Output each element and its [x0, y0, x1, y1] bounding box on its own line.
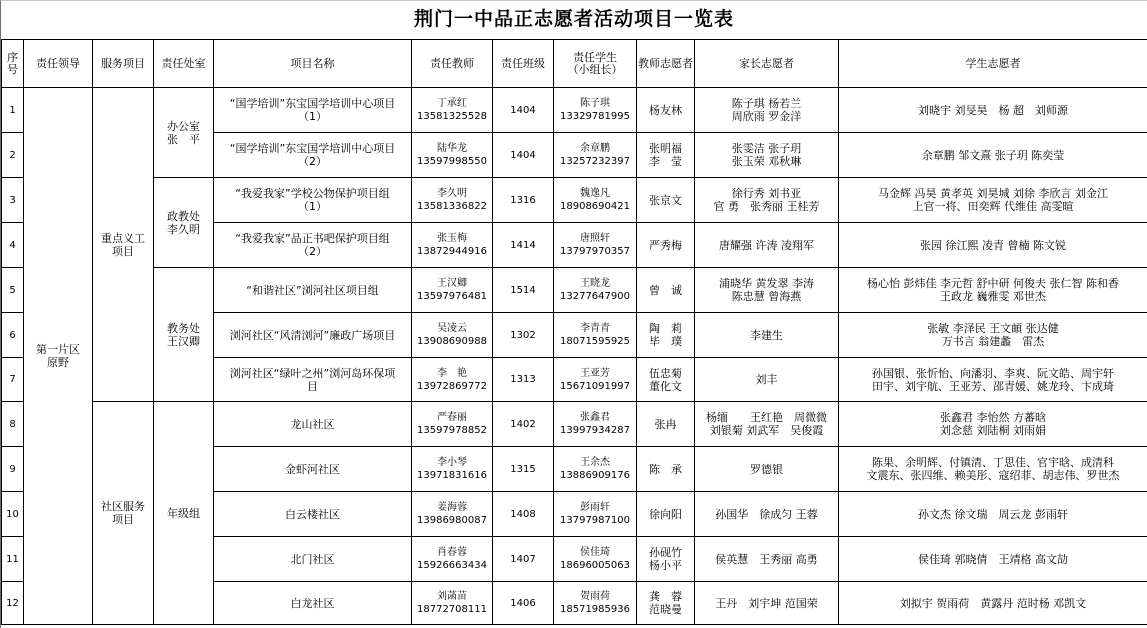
- project-cell[interactable]: 龙山社区: [214, 402, 412, 447]
- teacher-cell[interactable]: 刘菡苗 18772708111: [412, 582, 493, 625]
- student-cell[interactable]: 魏逸凡 18908690421: [554, 178, 637, 223]
- class-cell[interactable]: 1313: [493, 358, 554, 402]
- teacher-cell[interactable]: 丁承红 13581325528: [412, 88, 493, 133]
- project-cell[interactable]: 白云楼社区: [214, 492, 412, 537]
- student-cell[interactable]: 贺雨荷 18571985936: [554, 582, 637, 625]
- project-cell[interactable]: 北门社区: [214, 537, 412, 582]
- teacher-volunteer-cell[interactable]: 杨友林: [637, 88, 695, 133]
- sheet-title: 荆门一中品正志愿者活动项目一览表: [413, 8, 734, 30]
- teacher-volunteer-cell[interactable]: 伍忠菊 董化文: [637, 358, 695, 402]
- header-project[interactable]: 项目名称: [214, 40, 412, 88]
- header-row: [2, 40, 1147, 88]
- project-cell[interactable]: 金虾河社区: [214, 447, 412, 492]
- project-cell[interactable]: “和谐社区”浏河社区项目组: [214, 268, 412, 313]
- teacher-volunteer-cell[interactable]: 陈 承: [637, 447, 695, 492]
- class-cell[interactable]: 1404: [493, 88, 554, 133]
- table-row: [2, 402, 1147, 447]
- project-cell[interactable]: “我爱我家”品正书吧保护项目组 （2）: [214, 223, 412, 268]
- class-cell[interactable]: 1315: [493, 447, 554, 492]
- teacher-cell[interactable]: 李小琴 13971831616: [412, 447, 493, 492]
- student-volunteer-cell[interactable]: 马金辉 冯昊 黄孝英 刘昊城 刘徐 李欣言 刘金江 上官一将、田奕辉 代维佳 高雯暄: [839, 178, 1147, 223]
- row-no[interactable]: 8: [2, 402, 24, 447]
- teacher-cell[interactable]: 肖春蓉 15926663434: [412, 537, 493, 582]
- student-volunteer-cell[interactable]: 刘晓宇 刘旻昊 杨 超 刘师源: [839, 88, 1147, 133]
- class-cell[interactable]: 1402: [493, 402, 554, 447]
- row-no[interactable]: 1: [2, 88, 24, 133]
- student-volunteer-cell[interactable]: 张鑫君 李怡然 方蕃晗 刘念慈 刘陆桐 刘雨娟: [839, 402, 1147, 447]
- teacher-volunteer-cell[interactable]: 曾 诚: [637, 268, 695, 313]
- parent-volunteer-cell[interactable]: 杨缅 王红艳 周微微 刘银菊 刘武军 吴俊霞: [695, 402, 839, 447]
- student-cell[interactable]: 王亚芳 15671091997: [554, 358, 637, 402]
- row-no[interactable]: 11: [2, 537, 24, 582]
- parent-volunteer-cell[interactable]: 李建生: [695, 313, 839, 358]
- service-cell[interactable]: 社区服务 项目: [93, 402, 154, 625]
- row-no[interactable]: 2: [2, 133, 24, 178]
- teacher-cell[interactable]: 王汉卿 13597976481: [412, 268, 493, 313]
- service-cell[interactable]: 重点义工 项目: [93, 88, 154, 402]
- office-cell[interactable]: 政教处 李久明: [154, 178, 214, 268]
- student-cell[interactable]: 王晓龙 13277647900: [554, 268, 637, 313]
- project-cell[interactable]: 浏河社区“绿叶之州”浏河岛环保项 目: [214, 358, 412, 402]
- row-no[interactable]: 4: [2, 223, 24, 268]
- class-cell[interactable]: 1316: [493, 178, 554, 223]
- parent-volunteer-cell[interactable]: 浦晓华 黄发翠 李涛 陈忠慧 曾海燕: [695, 268, 839, 313]
- project-cell[interactable]: 白龙社区: [214, 582, 412, 625]
- header-teacher[interactable]: 责任教师: [412, 40, 493, 88]
- header-class[interactable]: 责任班级: [493, 40, 554, 88]
- student-volunteer-cell[interactable]: 孙文杰 徐文瑞 周云龙 彭雨轩: [839, 492, 1147, 537]
- office-cell[interactable]: 办公室 张 平: [154, 88, 214, 178]
- header-student[interactable]: 责任学生 （小组长）: [554, 40, 637, 88]
- student-volunteer-cell[interactable]: 陈果、余明辉、付镇清、丁思佳、官宇晗、成清科 文震东、张四维、赖美彤、寇绍菲、胡志伟、罗世杰: [839, 447, 1147, 492]
- volunteer-table: [1, 39, 1147, 625]
- class-cell[interactable]: 1404: [493, 133, 554, 178]
- student-volunteer-cell[interactable]: 杨心怡 彭炜佳 李元哲 舒中研 何俊夫 张仁智 陈和香 王政龙 巍雅雯 邓世杰: [839, 268, 1147, 313]
- teacher-volunteer-cell[interactable]: 张京文: [637, 178, 695, 223]
- header-teacher-volunteer[interactable]: 教师志愿者: [637, 40, 695, 88]
- student-volunteer-cell[interactable]: 张敏 李泽民 王文頔 张达健 万书言 翁建蠡 雷杰: [839, 313, 1147, 358]
- student-cell[interactable]: 张鑫君 13997934287: [554, 402, 637, 447]
- parent-volunteer-cell[interactable]: 唐耀强 许涛 凌翔军: [695, 223, 839, 268]
- header-student-volunteer[interactable]: 学生志愿者: [839, 40, 1147, 88]
- row-no[interactable]: 10: [2, 492, 24, 537]
- leader-cell[interactable]: 第一片区 原野: [24, 88, 93, 625]
- teacher-volunteer-cell[interactable]: 张冉: [637, 402, 695, 447]
- project-cell[interactable]: 浏河社区“风清浏河”廉政广场项目: [214, 313, 412, 358]
- class-cell[interactable]: 1406: [493, 582, 554, 625]
- student-cell[interactable]: 陈子琪 13329781995: [554, 88, 637, 133]
- row-no[interactable]: 6: [2, 313, 24, 358]
- header-service[interactable]: 服务项目: [93, 40, 154, 88]
- teacher-volunteer-cell[interactable]: 张明福 李 莹: [637, 133, 695, 178]
- row-no[interactable]: 9: [2, 447, 24, 492]
- table-row: [2, 88, 1147, 133]
- project-cell[interactable]: “国学培训”东宝国学培训中心项目 （2）: [214, 133, 412, 178]
- header-no[interactable]: 序 号: [2, 40, 24, 88]
- student-cell[interactable]: 彭雨轩 13797987100: [554, 492, 637, 537]
- parent-volunteer-cell[interactable]: 徐行秀 刘书亚 官 勇 张秀丽 王桂芳: [695, 178, 839, 223]
- student-cell[interactable]: 侯佳琦 18696005063: [554, 537, 637, 582]
- header-office[interactable]: 责任处室: [154, 40, 214, 88]
- parent-volunteer-cell[interactable]: 刘丰: [695, 358, 839, 402]
- header-leader[interactable]: 责任领导: [24, 40, 93, 88]
- student-cell[interactable]: 王余杰 13886909176: [554, 447, 637, 492]
- teacher-volunteer-cell[interactable]: 陶 莉 毕 璞: [637, 313, 695, 358]
- teacher-cell[interactable]: 陆华龙 13597998550: [412, 133, 493, 178]
- class-cell[interactable]: 1302: [493, 313, 554, 358]
- class-cell[interactable]: 1414: [493, 223, 554, 268]
- teacher-volunteer-cell[interactable]: 龚 蓉 范晓曼: [637, 582, 695, 625]
- project-cell[interactable]: “我爱我家”学校公物保护项目组 （1）: [214, 178, 412, 223]
- parent-volunteer-cell[interactable]: 罗德银: [695, 447, 839, 492]
- header-parent-volunteer[interactable]: 家长志愿者: [695, 40, 839, 88]
- student-cell[interactable]: 唐照轩 13797970357: [554, 223, 637, 268]
- teacher-volunteer-cell[interactable]: 严秀梅: [637, 223, 695, 268]
- student-volunteer-cell[interactable]: 张园 徐江熙 凌青 曾楠 陈文锐: [839, 223, 1147, 268]
- parent-volunteer-cell[interactable]: 王丹 刘宇坤 范国荣: [695, 582, 839, 625]
- class-cell[interactable]: 1408: [493, 492, 554, 537]
- row-no[interactable]: 5: [2, 268, 24, 313]
- student-volunteer-cell[interactable]: 侯佳琦 郭晓倩 王靖格 高文劼: [839, 537, 1147, 582]
- student-volunteer-cell[interactable]: 刘拟宇 贺雨荷 黄露丹 范时杨 邓凯文: [839, 582, 1147, 625]
- teacher-cell[interactable]: 李久明 13581336822: [412, 178, 493, 223]
- student-volunteer-cell[interactable]: 余章鹏 邹文熹 张子玥 陈奕莹: [839, 133, 1147, 178]
- student-cell[interactable]: 李青青 18071595925: [554, 313, 637, 358]
- table-row: [2, 268, 1147, 313]
- teacher-cell[interactable]: 张玉梅 13872944916: [412, 223, 493, 268]
- teacher-volunteer-cell[interactable]: 孙砚竹 杨小平: [637, 537, 695, 582]
- teacher-cell[interactable]: 吴凌云 13908690988: [412, 313, 493, 358]
- row-no[interactable]: 3: [2, 178, 24, 223]
- parent-volunteer-cell[interactable]: 孙国华 徐成匀 王蓉: [695, 492, 839, 537]
- teacher-cell[interactable]: 姜海蓉 13986980087: [412, 492, 493, 537]
- office-cell[interactable]: 教务处 王汉卿: [154, 268, 214, 402]
- class-cell[interactable]: 1514: [493, 268, 554, 313]
- table-row: [2, 178, 1147, 223]
- parent-volunteer-cell[interactable]: 张雯洁 张子玥 张玉荣 邓秋琳: [695, 133, 839, 178]
- class-cell[interactable]: 1407: [493, 537, 554, 582]
- teacher-volunteer-cell[interactable]: 徐向阳: [637, 492, 695, 537]
- office-cell[interactable]: 年级组: [154, 402, 214, 625]
- project-cell[interactable]: “国学培训”东宝国学培训中心项目 （1）: [214, 88, 412, 133]
- student-cell[interactable]: 余章鹏 13257232397: [554, 133, 637, 178]
- teacher-cell[interactable]: 李 艳 13972869772: [412, 358, 493, 402]
- teacher-cell[interactable]: 严春丽 13597978852: [412, 402, 493, 447]
- row-no[interactable]: 7: [2, 358, 24, 402]
- student-volunteer-cell[interactable]: 孙国银、张忻怡、向潘羽、李爽、阮文皓、周宇轩 田宇、刘宇航、王亚芳、邵青媛、姚龙玲、卞成琦: [839, 358, 1147, 402]
- parent-volunteer-cell[interactable]: 侯英慧 王秀丽 高勇: [695, 537, 839, 582]
- row-no[interactable]: 12: [2, 582, 24, 625]
- parent-volunteer-cell[interactable]: 陈子琪 杨若兰 周欣雨 罗金洋: [695, 88, 839, 133]
